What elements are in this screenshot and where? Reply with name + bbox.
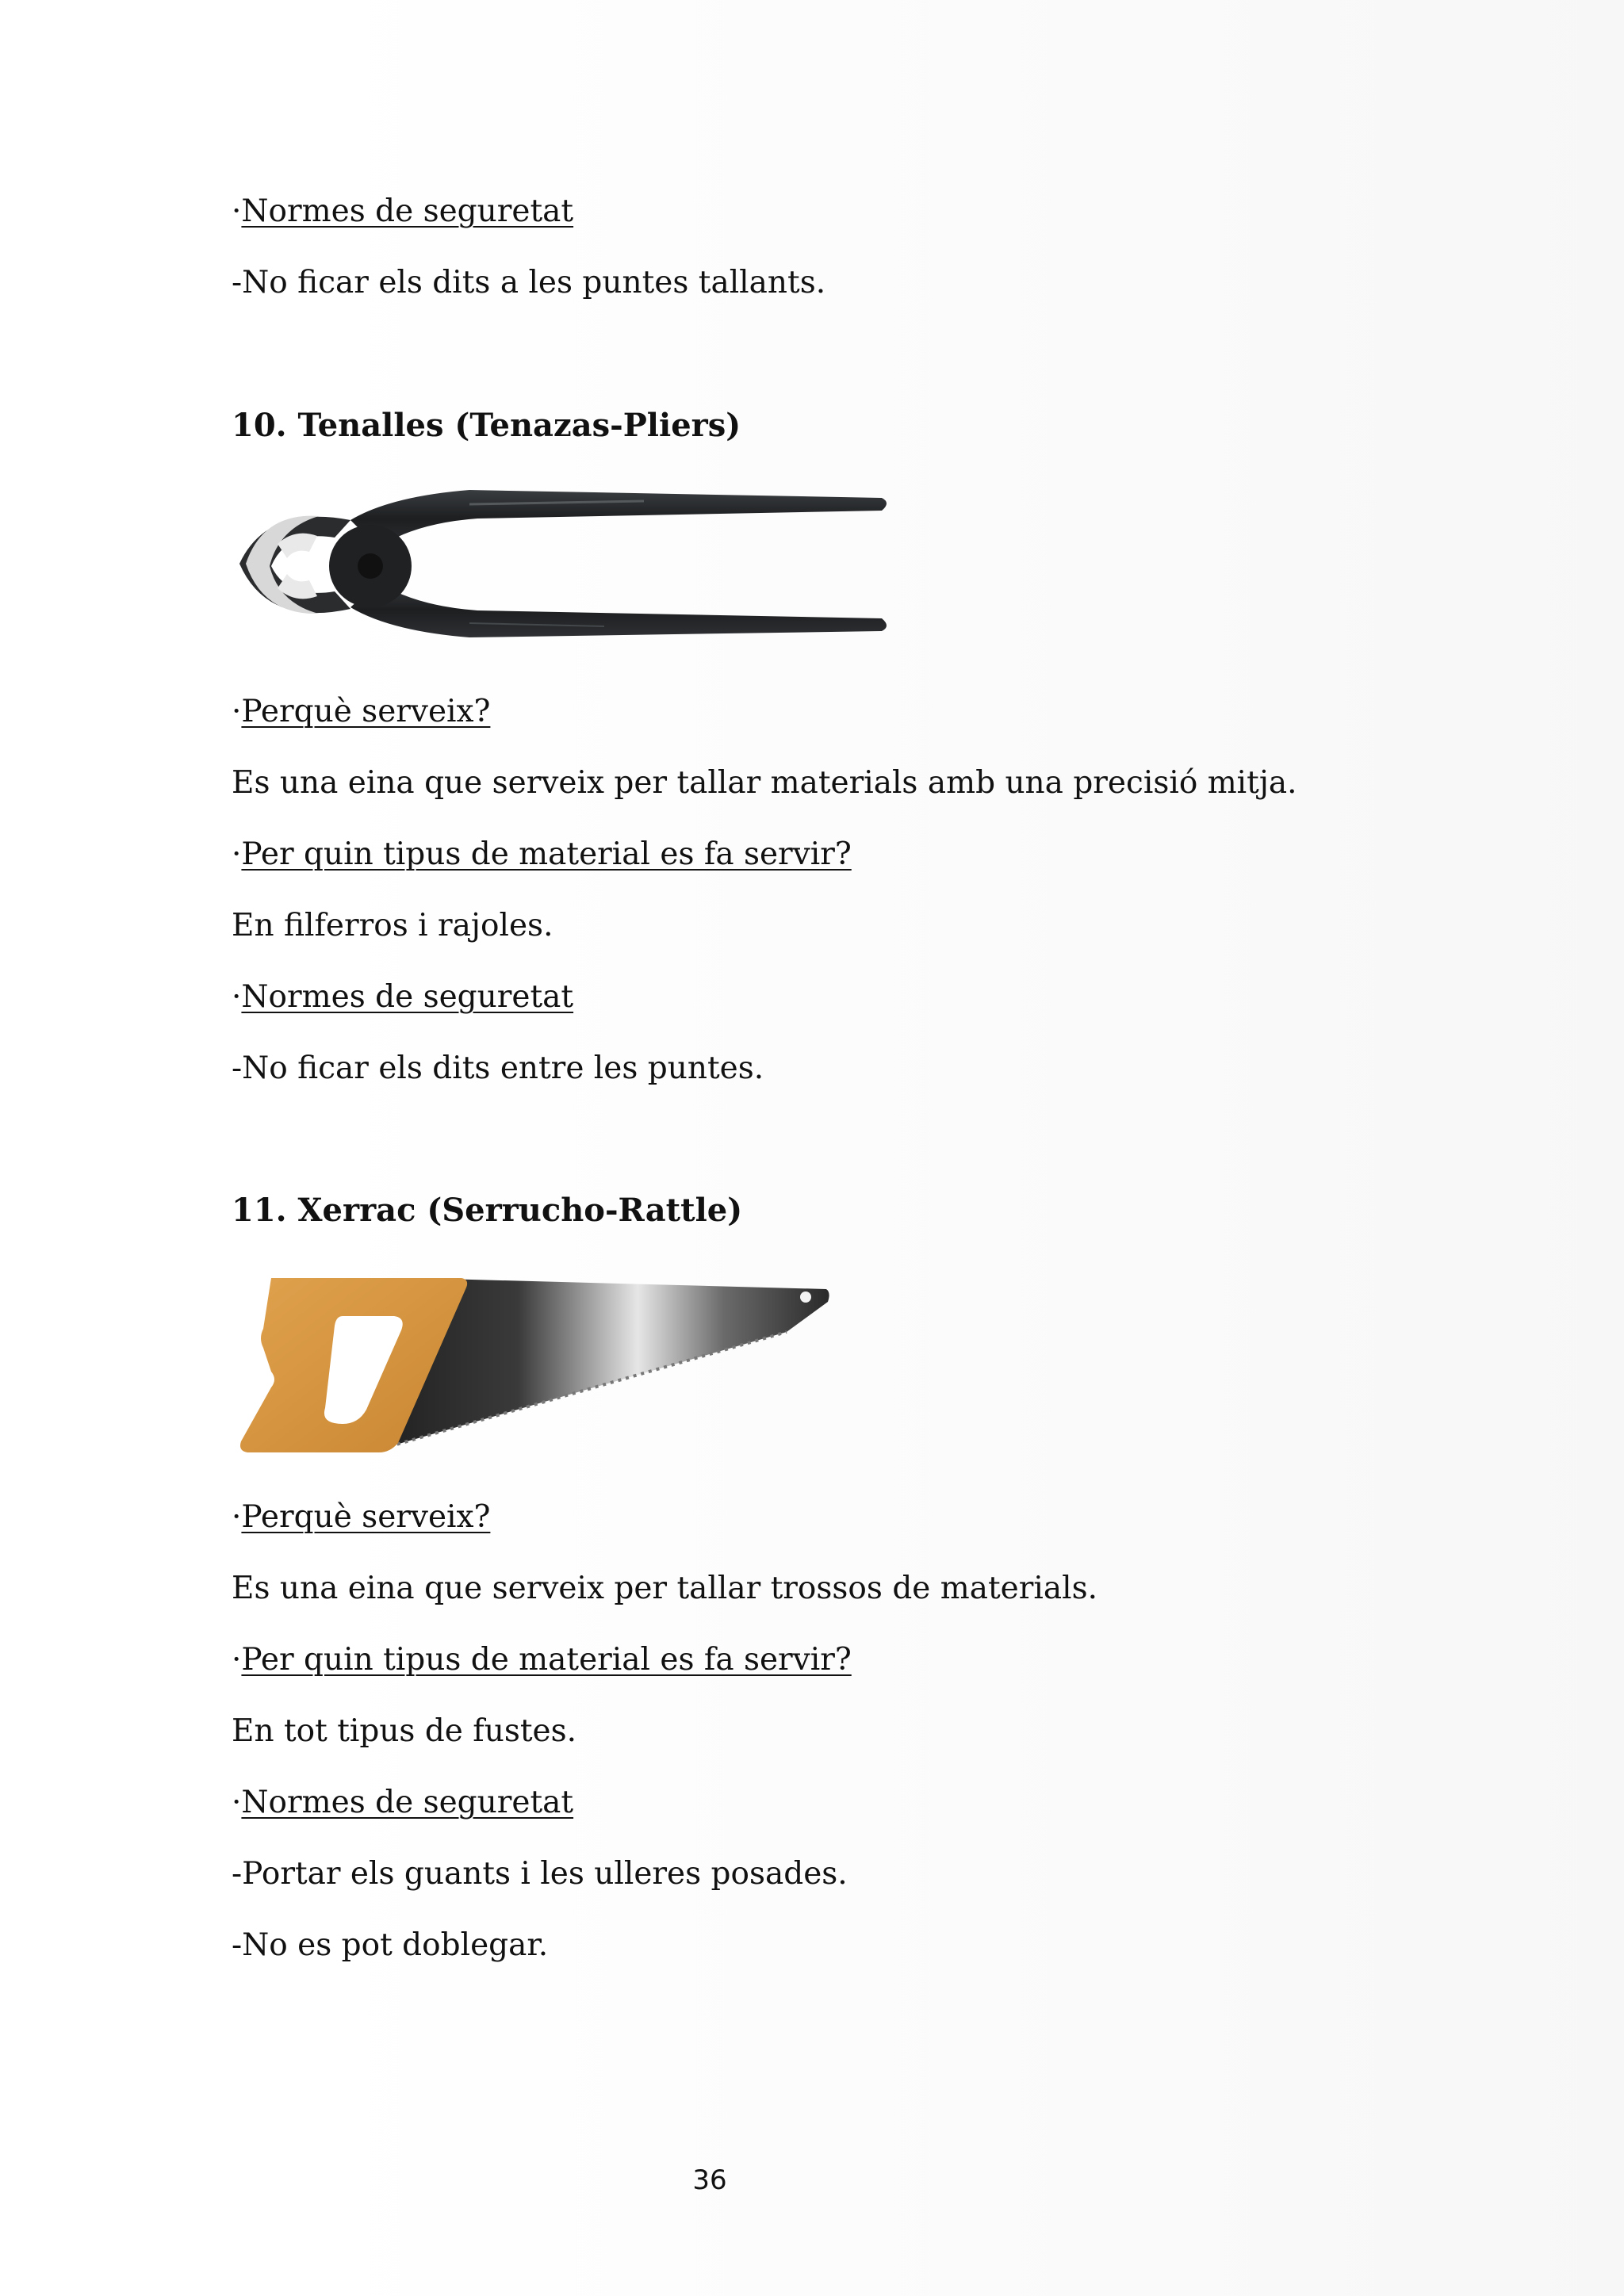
safety-heading-10: ·Normes de seguretat bbox=[232, 979, 574, 1015]
safety-item: -No es pot doblegar. bbox=[232, 1927, 549, 1963]
question-material-11: ·Per quin tipus de material es fa servir? bbox=[232, 1642, 852, 1678]
safety-item: -Portar els guants i les ulleres posades. bbox=[232, 1856, 848, 1892]
safety-heading-11: ·Normes de seguretat bbox=[232, 1785, 574, 1820]
safety-item: -No ficar els dits a les puntes tallants. bbox=[232, 265, 826, 300]
section-title-11: 11. Xerrac (Serrucho-Rattle) bbox=[232, 1192, 743, 1229]
answer-purpose-11: Es una eina que serveix per tallar trossos de materials. bbox=[232, 1571, 1097, 1606]
question-material-10: ·Per quin tipus de material es fa servir? bbox=[232, 836, 852, 872]
page-number: 36 bbox=[692, 2164, 727, 2196]
answer-material-10: En filferros i rajoles. bbox=[232, 908, 553, 943]
safety-item: -No ficar els dits entre les puntes. bbox=[232, 1050, 764, 1086]
question-purpose-10: ·Perquè serveix? bbox=[232, 694, 491, 729]
section-title-10: 10. Tenalles (Tenazas-Pliers) bbox=[232, 407, 741, 444]
safety-heading-9: ·Normes de seguretat bbox=[232, 193, 574, 229]
question-purpose-11: ·Perquè serveix? bbox=[232, 1499, 491, 1535]
answer-purpose-10: Es una eina que serveix per tallar materials amb una precisió mitja. bbox=[232, 765, 1297, 801]
pliers-icon bbox=[232, 473, 898, 659]
handsaw-icon bbox=[232, 1269, 834, 1463]
answer-material-11: En tot tipus de fustes. bbox=[232, 1713, 577, 1749]
